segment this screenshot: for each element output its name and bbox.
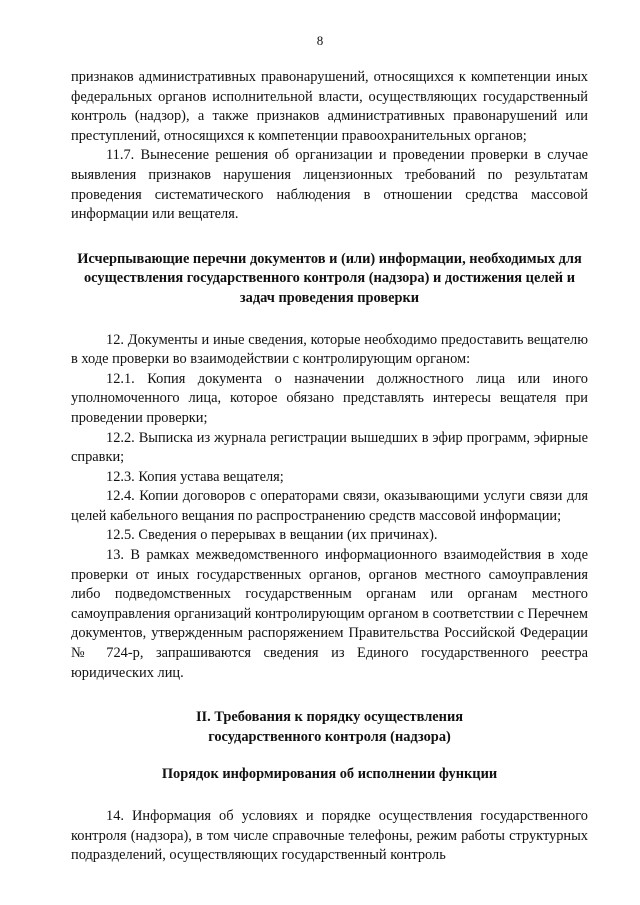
paragraph-12: 12. Документы и иные сведения, которые необходимо предоставить вещателю в ходе проверки во взаимодействии с контролирующим органом: xyxy=(71,331,588,368)
page-number: 8 xyxy=(316,33,324,48)
document-body xyxy=(71,68,588,866)
paragraph-12-5: 12.5. Сведения о перерывах в вещании (их причинах). xyxy=(106,527,438,544)
paragraph-14: 14. Информация об условиях и порядке осуществления государственного контроля (надзора), в том числе справочные телефоны, режим работы структурных подразделений, осуществляющих государственный контроль xyxy=(71,808,588,864)
paragraph-12-4: 12.4. Копии договоров с операторами связи, оказывающими услуги связи для целей кабельного вещания по распространению средств массовой информации; xyxy=(71,488,588,524)
section-heading-line-2: государственного контроля (надзора) xyxy=(208,728,451,745)
heading-document-lists: Исчерпывающие перечни документов и (или) информации, необходимых для осуществления государственного контроля (надзора) и достижения целей и задач проведения проверки xyxy=(77,250,582,306)
section-heading-line-1: II. Требования к порядку осуществления xyxy=(195,709,464,726)
paragraph-11-7: 11.7. Вынесение решения об организации и проведении проверки в случае выявления признаков нарушения лицензионных требований по результатам проведения систематического наблюдения в отношении средства массовой информации или вещателя. xyxy=(71,147,588,223)
paragraph-12-1: 12.1. Копия документа о назначении должностного лица или иного уполномоченного лица, которое обязано представлять интересы вещателя при проведении проверки; xyxy=(71,370,588,426)
paragraph-continuation: признаков административных правонарушений, относящихся к компетенции иных федеральных органов исполнительной власти, осуществляющих государственный контроль (надзор), а также признаков административных правонарушений или преступлений, относящихся к компетенции правоохранительных органов; xyxy=(71,69,588,144)
paragraph-12-3: 12.3. Копия устава вещателя; xyxy=(106,468,284,485)
subheading-informing: Порядок информирования об исполнении функции xyxy=(161,766,498,783)
paragraph-13: 13. В рамках межведомственного информационного взаимодействия в ходе проверки от иных государственных органов, органов местного самоуправления либо подведомственных государственным органам или органам местного самоуправления организаций контролирующим органом в соответствии с Перечнем документов, утвержденным распоряжением Правительства Российской Федерации № 724-р, запрашиваются сведения из Единого государственного реестра юридических лиц. xyxy=(71,547,588,681)
paragraph-12-2: 12.2. Выписка из журнала регистрации вышедших в эфир программ, эфирные справки; xyxy=(71,429,588,466)
